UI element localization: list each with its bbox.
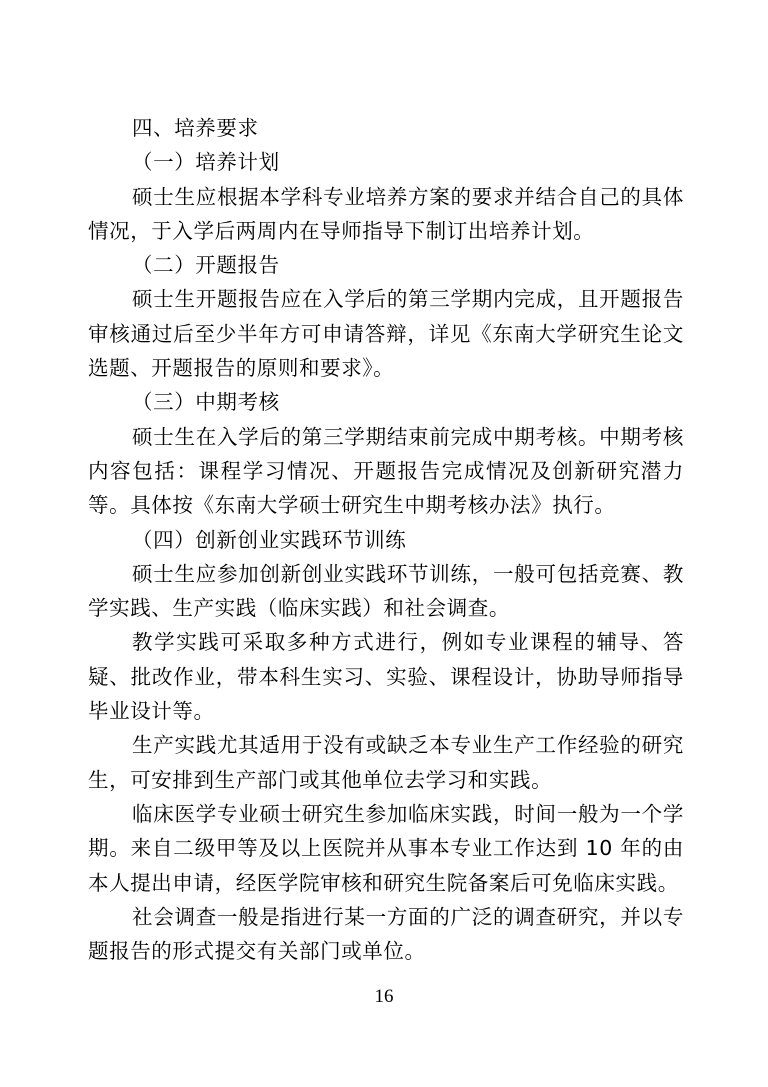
subsection-heading-proposal-report: （二）开题报告	[132, 253, 280, 278]
subsection-heading-practice-training: （四）创新创业实践环节训练	[132, 527, 407, 552]
paragraph-production-practice: 生产实践尤其适用于没有或缺乏本专业生产工作经验的研究生，可安排到生产部门或其他单位去学习和实践。	[88, 733, 684, 792]
page-number: 16	[374, 986, 394, 1007]
subsection-heading-midterm-review: （三）中期考核	[132, 390, 280, 415]
paragraph-teaching-practice: 教学实践可采取多种方式进行，例如专业课程的辅导、答疑、批改作业，带本科生实习、实验、课程设计，协助导师指导毕业设计等。	[88, 630, 684, 724]
paragraph-clinical-practice: 临床医学专业硕士研究生参加临床实践，时间一般为一个学期。来自二级甲等及以上医院并从事本专业工作达到 10 年的由本人提出申请，经医学院审核和研究生院备案后可免临床实践。	[88, 801, 684, 895]
paragraph-midterm-review: 硕士生在入学后的第三学期结束前完成中期考核。中期考核内容包括：课程学习情况、开题报告完成情况及创新研究潜力等。具体按《东南大学硕士研究生中期考核办法》执行。	[88, 424, 684, 518]
paragraph-practice-overview: 硕士生应参加创新创业实践环节训练，一般可包括竞赛、教学实践、生产实践（临床实践）和社会调查。	[88, 561, 684, 621]
paragraph-proposal-report: 硕士生开题报告应在入学后的第三学期内完成，且开题报告审核通过后至少半年方可申请答辩，详见《东南大学研究生论文选题、开题报告的原则和要求》。	[88, 287, 684, 381]
paragraph-training-plan: 硕士生应根据本学科专业培养方案的要求并结合自己的具体情况，于入学后两周内在导师指导下制订出培养计划。	[88, 184, 684, 243]
subsection-heading-training-plan: （一）培养计划	[132, 150, 280, 175]
section-heading: 四、培养要求	[132, 116, 259, 140]
document-body	[88, 111, 684, 968]
paragraph-social-survey: 社会调查一般是指进行某一方面的广泛的调查研究，并以专题报告的形式提交有关部门或单位。	[88, 904, 684, 964]
